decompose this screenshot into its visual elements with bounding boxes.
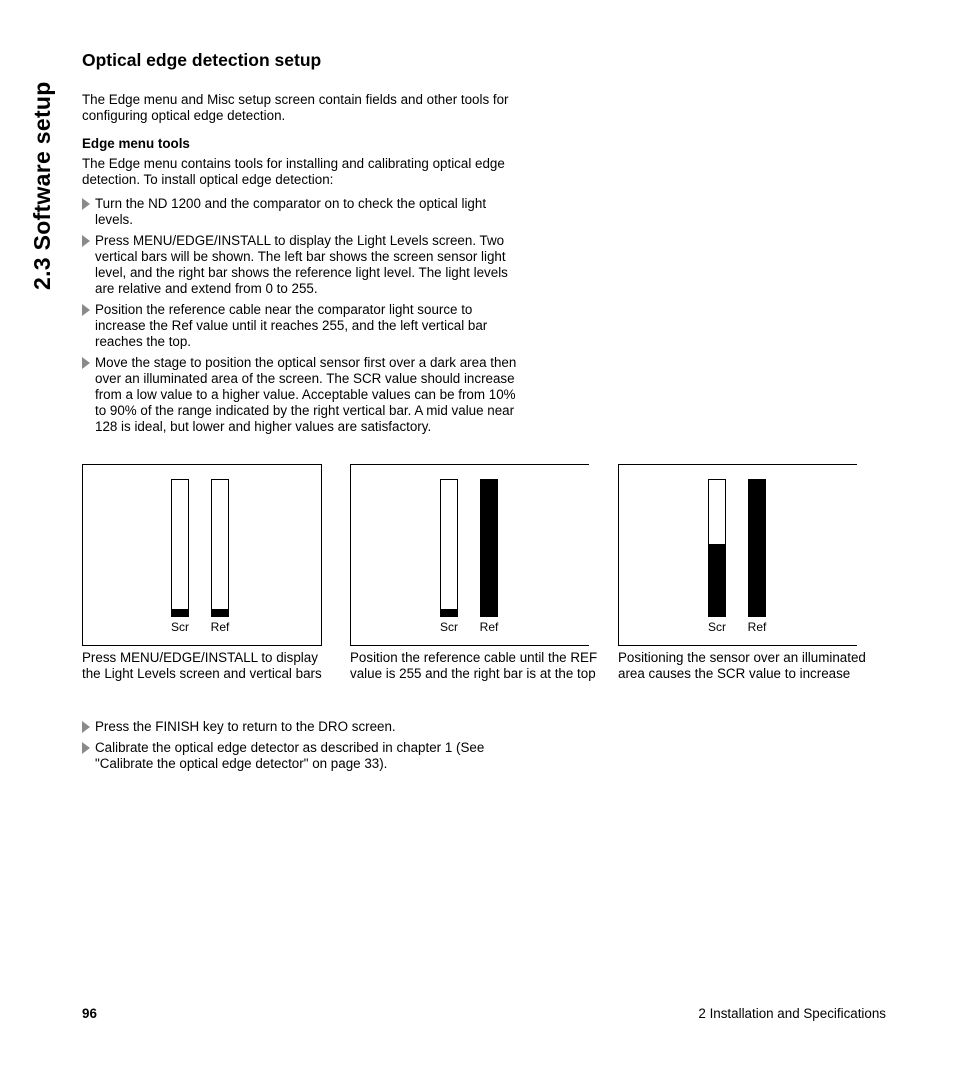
figure-1 bbox=[82, 464, 322, 682]
scr-label: Scr bbox=[440, 620, 458, 634]
figure-caption: Position the reference cable until the REF value is 255 and the right bar is at the top bbox=[350, 650, 598, 681]
scr-bar-fill bbox=[172, 609, 188, 616]
subheading: Edge menu tools bbox=[82, 136, 190, 151]
page-number: 96 bbox=[82, 1006, 97, 1021]
scr-bar bbox=[708, 479, 726, 617]
scr-bar bbox=[440, 479, 458, 617]
scr-bar-fill bbox=[709, 544, 725, 616]
step-item: Press the FINISH key to return to the DRO screen. bbox=[82, 719, 522, 735]
ref-bar-fill bbox=[481, 480, 497, 616]
ref-bar-fill bbox=[212, 609, 228, 616]
subintro-paragraph: The Edge menu contains tools for installing and calibrating optical edge detection. To install optical edge detection: bbox=[82, 156, 505, 187]
chapter-title: 2 Installation and Specifications bbox=[698, 1006, 886, 1021]
install-steps bbox=[82, 196, 522, 435]
figure-3 bbox=[618, 464, 866, 682]
step-item: Calibrate the optical edge detector as described in chapter 1 (See "Calibrate the optical edge detector" on page 33). bbox=[82, 740, 522, 772]
ref-bar-fill bbox=[749, 480, 765, 616]
arrow-bullet-icon bbox=[82, 304, 90, 316]
figure-caption: Positioning the sensor over an illuminated area causes the SCR value to increase bbox=[618, 650, 866, 681]
light-levels-screen bbox=[618, 464, 857, 646]
ref-label: Ref bbox=[210, 620, 230, 634]
step-item: Press MENU/EDGE/INSTALL to display the Light Levels screen. Two vertical bars will be shown. The left bar shows the screen sensor light level, and the right bar shows the reference light level. The light levels are relative and extend from 0 to 255. bbox=[82, 233, 522, 297]
ref-bar bbox=[748, 479, 766, 617]
arrow-bullet-icon bbox=[82, 198, 90, 210]
figure-2 bbox=[350, 464, 598, 682]
step-item: Turn the ND 1200 and the comparator on to check the optical light levels. bbox=[82, 196, 522, 228]
arrow-bullet-icon bbox=[82, 742, 90, 754]
intro-paragraph: The Edge menu and Misc setup screen contain fields and other tools for configuring optical edge detection. bbox=[82, 92, 509, 123]
arrow-bullet-icon bbox=[82, 357, 90, 369]
figure-caption: Press MENU/EDGE/INSTALL to display the Light Levels screen and vertical bars bbox=[82, 650, 322, 681]
ref-label: Ref bbox=[747, 620, 767, 634]
arrow-bullet-icon bbox=[82, 721, 90, 733]
light-levels-screen bbox=[350, 464, 589, 646]
section-side-title: 2.3 Software setup bbox=[29, 81, 55, 290]
step-item: Move the stage to position the optical sensor first over a dark area then over an illuminated area of the screen. The SCR value should increase from a low value to a higher value. Acceptable values can be from 10% to 90% of the range indicated by the right vertical bar. A mid value near 128 is ideal, but lower and higher values are satisfactory. bbox=[82, 355, 522, 435]
later-steps-section bbox=[82, 719, 522, 777]
light-level-figures bbox=[82, 464, 886, 704]
ref-bar bbox=[211, 479, 229, 617]
page-heading: Optical edge detection setup bbox=[82, 50, 322, 70]
scr-label: Scr bbox=[708, 620, 726, 634]
main-content bbox=[82, 48, 522, 440]
step-item: Position the reference cable near the comparator light source to increase the Ref value until it reaches 255, and the left vertical bar reaches the top. bbox=[82, 302, 522, 350]
ref-label: Ref bbox=[479, 620, 499, 634]
arrow-bullet-icon bbox=[82, 235, 90, 247]
scr-label: Scr bbox=[171, 620, 189, 634]
scr-bar-fill bbox=[441, 609, 457, 616]
ref-bar bbox=[480, 479, 498, 617]
light-levels-screen bbox=[82, 464, 322, 646]
later-steps bbox=[82, 719, 522, 772]
scr-bar bbox=[171, 479, 189, 617]
